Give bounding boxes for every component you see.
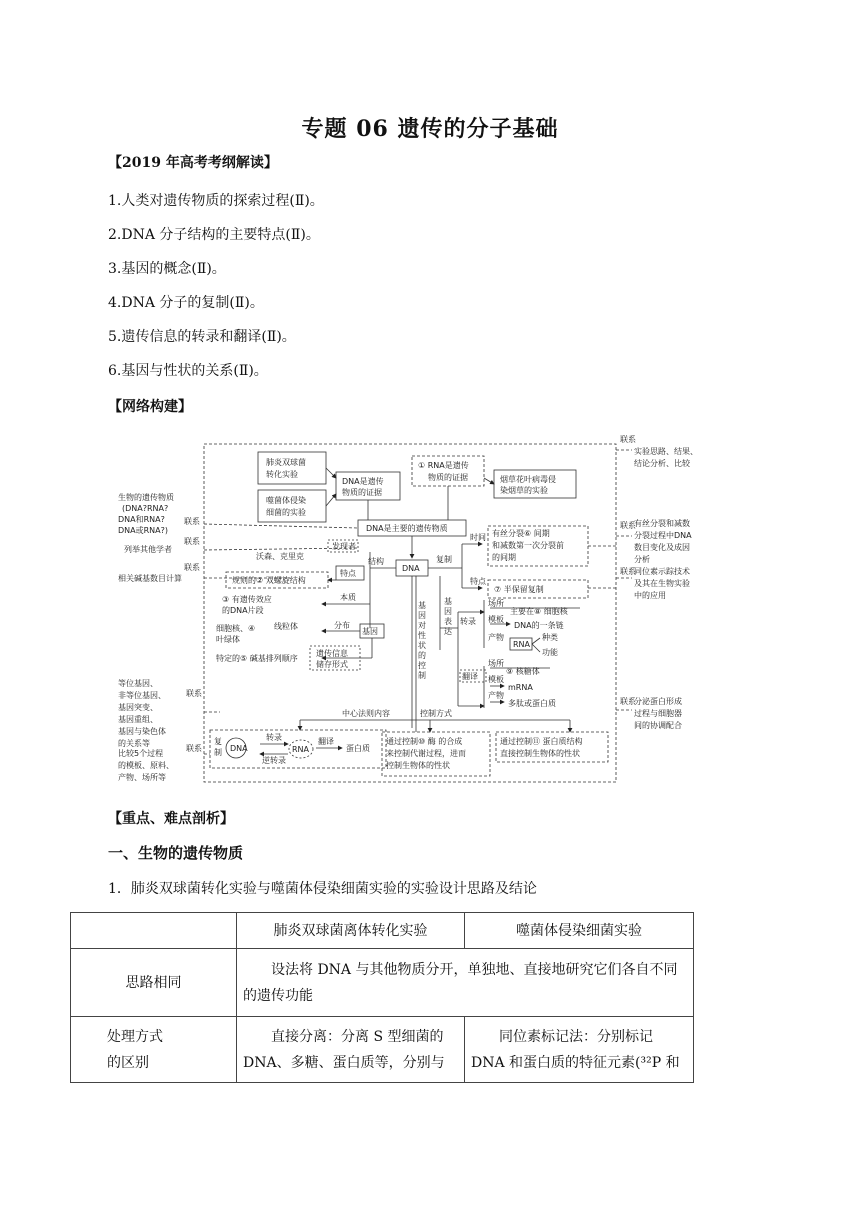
storage-line2: 储存形式 — [316, 660, 348, 669]
nucleus-answer: 线粒体 — [274, 622, 298, 631]
ctrl1-line1: 通过控制⑩ 酶 的合成 — [386, 737, 463, 746]
site-label: 场所 — [488, 599, 504, 608]
control-label: 基 — [418, 601, 426, 610]
ctrl1-line3: 控制生物体的性状 — [386, 761, 450, 770]
dna-evidence-line2: 物质的证据 — [342, 488, 382, 497]
transcription-label: 转录 — [460, 617, 476, 626]
cd-dna: DNA — [230, 744, 248, 753]
replication-label: 复制 — [436, 555, 452, 564]
mrna-label: mRNA — [508, 683, 533, 692]
ctrl2-line1: 通过控制⑪ 蛋白质结构 — [500, 737, 583, 746]
template-label-2: 模板 — [488, 675, 504, 684]
row-label — [71, 1017, 237, 1083]
comparison-table — [70, 912, 694, 1083]
exp1-line1: 肺炎双球菌 — [266, 458, 306, 467]
right2-line1: 有丝分裂和减数 — [634, 519, 690, 528]
right3-line2: 及其在生物实验 — [634, 579, 690, 588]
table-header-col1: 肺炎双球菌离体转化实验 — [237, 913, 465, 949]
link-label: 联系 — [186, 689, 202, 698]
watson-label: 沃森、克里克 — [256, 552, 304, 561]
count-bases: 相关碱基数目计算 — [118, 574, 182, 583]
right1-line1: 实验思路、结果、 — [634, 447, 698, 456]
feature-label: 特点 — [340, 569, 356, 578]
link-label: 联系 — [184, 537, 200, 546]
left-q-line4: DNA或RNA?) — [118, 526, 168, 535]
link-label: 联系 — [620, 567, 636, 576]
translation-label: 翻译 — [462, 672, 478, 681]
cd-protein: 蛋白质 — [346, 744, 370, 753]
discoverer-label: 发现者 — [332, 542, 356, 551]
ribosome-label: ⑨ 核糖体 — [506, 667, 540, 676]
cd-translation: 翻译 — [318, 737, 334, 746]
link-label: 联系 — [620, 697, 636, 706]
function-label: 功能 — [542, 648, 558, 657]
product-label-2: 产物 — [488, 691, 504, 700]
control-label: 状 — [418, 641, 426, 650]
nucleus-line2: 叶绿体 — [216, 635, 240, 644]
structure-label: 结构 — [368, 557, 384, 566]
control-label: 制 — [418, 671, 426, 680]
link-label: 联系 — [184, 563, 200, 572]
left-genes-line3: 基因突变、 — [118, 703, 158, 712]
rna-evidence-line1: ① RNA是遗传 — [418, 461, 469, 470]
double-helix-label: 规则的② 双螺旋结构 — [232, 576, 306, 585]
expression-label: 基 — [444, 597, 452, 606]
table-row — [71, 913, 694, 949]
site-label-2: 场所 — [488, 659, 504, 668]
gene-label: 基因 — [362, 627, 378, 636]
gene-def-line1: ③ 有遗传效应 — [222, 595, 272, 604]
left-q-line1: 生物的遗传物质 — [118, 493, 174, 502]
tmv-line1: 烟草花叶病毒侵 — [500, 475, 556, 484]
main-node-label: DNA是主要的遗传物质 — [366, 524, 448, 533]
table-row — [71, 949, 694, 1017]
control-label: 因 — [418, 611, 426, 620]
link-label: 联系 — [184, 517, 200, 526]
syllabus-item: 2.DNA 分子结构的主要特点(Ⅱ)。 — [108, 227, 320, 243]
compare-line3: 产物、场所等 — [118, 773, 166, 782]
exp2-line2: 细菌的实验 — [266, 508, 306, 517]
row-cell: 直接分离：分离 S 型细菌的 DNA、多糖、蛋白质等，分别与 — [237, 1017, 465, 1083]
tmv-line2: 染烟草的实验 — [500, 486, 548, 495]
copy-label: 制 — [214, 748, 222, 757]
expression-label: 因 — [444, 607, 452, 616]
essence-label: 本质 — [340, 593, 356, 602]
distribution-label: 分布 — [334, 621, 350, 630]
time-text-line1: 有丝分裂⑥ 间期 — [492, 529, 550, 538]
ctrl2-line2: 直接控制生物体的性状 — [500, 749, 580, 758]
exp1-line2: 转化实验 — [266, 470, 298, 479]
time-label: 时间 — [470, 533, 486, 542]
page-title: 专题 06 遗传的分子基础 — [301, 116, 559, 142]
left-q-line2: (DNA?RNA? — [122, 504, 169, 513]
right4-line3: 间的协调配合 — [634, 721, 682, 730]
section-heading: 一、生物的遗传物质 — [108, 844, 244, 862]
table-cell-empty — [71, 913, 237, 949]
row-label-line: 处理方式 — [107, 1028, 163, 1045]
control-way-label: 控制方式 — [420, 709, 452, 718]
right4-line2: 过程与细胞器 — [634, 709, 682, 718]
cd-transcription: 转录 — [266, 733, 282, 742]
left-genes-line2: 非等位基因、 — [118, 691, 166, 700]
analysis-header: 【重点、难点剖析】 — [108, 811, 234, 827]
left-genes-line4: 基因重组、 — [118, 715, 158, 724]
protein-out-label: 多肽或蛋白质 — [508, 699, 556, 708]
right3-line1: 同位素示踪技术 — [634, 567, 690, 576]
kinds-label: 种类 — [542, 633, 558, 642]
right2-line3: 数目变化及成因 — [634, 543, 690, 552]
compare-line2: 的模板、原料、 — [118, 761, 174, 770]
right4-line1: 分泌蛋白形成 — [634, 697, 682, 706]
copy-label: 复 — [214, 737, 222, 746]
nucleus-line1: 细胞核、④ — [216, 624, 256, 633]
syllabus-header: 【2019 年高考考纲解读】 — [108, 155, 278, 171]
control-label: 对 — [418, 621, 426, 630]
central-dogma-label: 中心法则内容 — [342, 709, 390, 718]
concept-map-diagram — [110, 428, 710, 788]
center-dna-label: DNA — [402, 564, 420, 573]
time-text-line3: 的间期 — [492, 553, 516, 562]
syllabus-item: 6.基因与性状的关系(Ⅱ)。 — [108, 363, 268, 379]
table-header-col2: 噬菌体侵染细菌实验 — [465, 913, 694, 949]
template-label: 模板 — [488, 615, 504, 624]
expression-label: 达 — [444, 627, 452, 636]
cd-rna: RNA — [292, 745, 310, 754]
time-text-line2: 和减数第一次分裂前 — [492, 541, 564, 550]
syllabus-item: 4.DNA 分子的复制(Ⅱ)。 — [108, 295, 264, 311]
compare-line1: 比较5个过程 — [118, 749, 164, 758]
list-scientists: 列举其他学者 — [124, 545, 172, 554]
link-label: 联系 — [620, 435, 636, 444]
storage-line1: 遗传信息 — [316, 649, 348, 658]
cd-reverse: 逆转录 — [262, 756, 286, 765]
syllabus-item: 5.遗传信息的转录和翻译(Ⅱ)。 — [108, 329, 296, 345]
left-genes-line5: 基因与染色体 — [118, 727, 166, 736]
right2-line4: 分析 — [634, 555, 650, 564]
semiconservative-label: ⑦ 半保留复制 — [494, 585, 544, 594]
product-label: 产物 — [488, 633, 504, 642]
sequence-label: 特定的⑤ 碱基排列顺序 — [216, 654, 298, 663]
control-label: 的 — [418, 651, 426, 660]
row-label: 思路相同 — [71, 949, 237, 1017]
gene-def-line2: 的DNA片段 — [222, 606, 264, 615]
row-cell: 同位素标记法：分别标记 DNA 和蛋白质的特征元素(³²P 和 — [465, 1017, 694, 1083]
control-label: 控 — [418, 661, 426, 670]
row-label-line: 的区别 — [107, 1054, 149, 1071]
expression-label: 表 — [444, 617, 452, 626]
subsection-heading: 1．肺炎双球菌转化实验与噬菌体侵染细菌实验的实验设计思路及结论 — [108, 881, 537, 897]
left-q-line3: DNA和RNA? — [118, 515, 165, 524]
syllabus-item: 3.基因的概念(Ⅱ)。 — [108, 261, 226, 277]
syllabus-item: 1.人类对遗传物质的探索过程(Ⅱ)。 — [108, 193, 324, 209]
rna-evidence-line2: 物质的证据 — [428, 473, 468, 482]
left-genes-line1: 等位基因、 — [118, 679, 158, 688]
dna-strand: DNA的一条链 — [514, 621, 564, 630]
control-label: 性 — [418, 631, 426, 640]
exp2-line1: 噬菌体侵染 — [266, 496, 306, 505]
ctrl1-line2: 来控制代谢过程，进而 — [386, 749, 466, 758]
table-row — [71, 1017, 694, 1083]
link-label: 联系 — [186, 744, 202, 753]
dna-evidence-line1: DNA是遗传 — [342, 477, 384, 486]
right1-line2: 结论分析、比较 — [634, 459, 690, 468]
left-genes-line6: 的关系等 — [118, 739, 150, 748]
right3-line3: 中的应用 — [634, 591, 666, 600]
row-text: 设法将 DNA 与其他物质分开，单独地、直接地研究它们各自不同的遗传功能 — [237, 949, 694, 1017]
site-nucleus: 主要在⑧ 细胞核 — [510, 607, 568, 616]
feature-label-2: 特点 — [470, 577, 486, 586]
rna-label: RNA — [513, 640, 531, 649]
link-label: 联系 — [620, 521, 636, 530]
right2-line2: 分裂过程中DNA — [634, 531, 692, 540]
network-header: 【网络构建】 — [108, 399, 192, 415]
